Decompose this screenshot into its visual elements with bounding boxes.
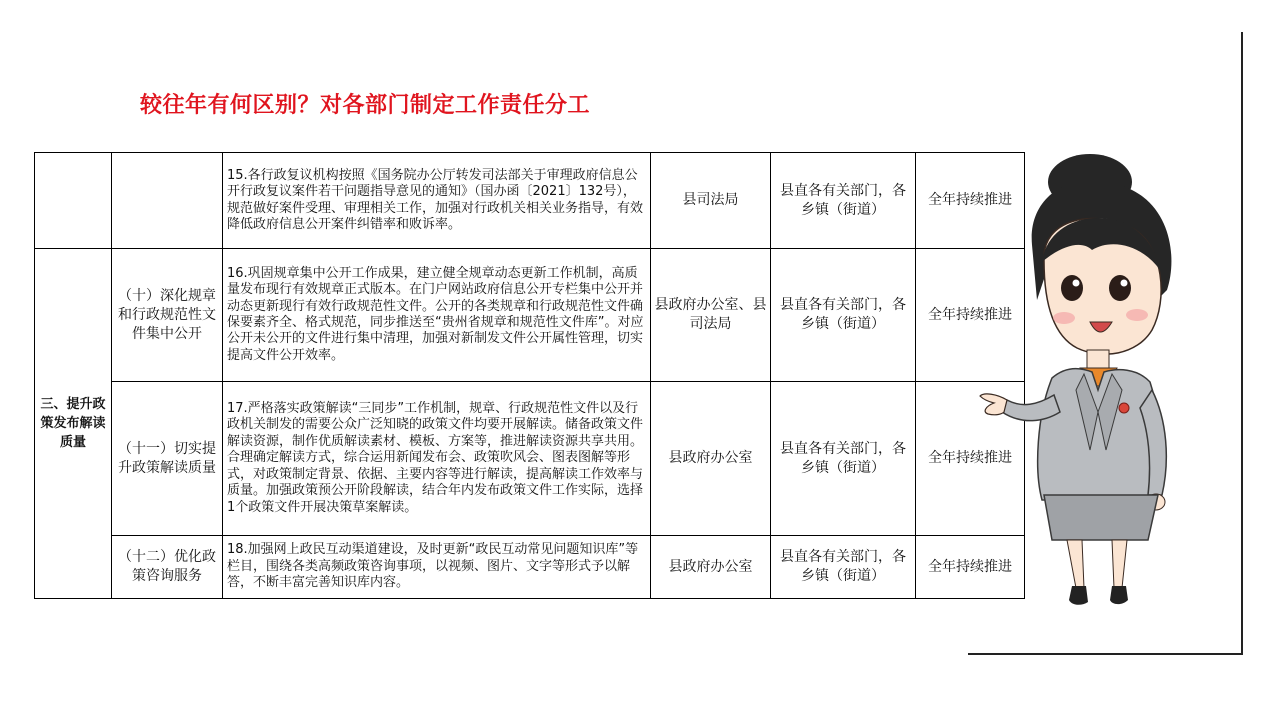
- left-shoe: [1069, 586, 1088, 605]
- description-cell: 18.加强网上政民互动渠道建设，及时更新“政民互动常见问题知识库”等栏目，围绕各类高频政策咨询事项，以视频、图片、文字等形式予以解答，不断丰富完善知识库内容。: [223, 536, 651, 599]
- responsibility-table: [34, 152, 1025, 599]
- suit-jacket: [1038, 369, 1163, 500]
- table-row: [35, 153, 1025, 249]
- cooperating-department-cell: 县直各有关部门，各乡镇（街道）: [771, 536, 916, 599]
- lead-department-cell: 县政府办公室、县司法局: [651, 249, 771, 382]
- right-shoe: [1110, 586, 1128, 604]
- description-cell: 16.巩固规章集中公开工作成果，建立健全规章动态更新工作机制，高质量发布现行有效规章正式版本。在门户网站政府信息公开专栏集中公开并动态更新现行有效行政规范性文件。公开的各类规章和行政规范性文件确保要素齐全、格式规范，同步推送至“贵州省规章和规范性文件库”。对应公开未公开的文件进行集中清理，加强对新制发文件公开属性管理，切实提高文件公开效率。: [223, 249, 651, 382]
- right-eye: [1109, 275, 1131, 301]
- description-cell: 17.严格落实政策解读“三同步”工作机制，规章、行政规范性文件以及行政机关制发的需要公众广泛知晓的政策文件均要开展解读。储备政策文件解读资源，制作优质解读素材、模板、方案等，推进解读资源共享共用。合理确定解读方式，综合运用新闻发布会、政策吹风会、图表图解等形式，对政策制定背景、依据、主要内容等进行解读，提高解读工作效率与质量。加强政策预公开阶段解读，结合年内发布政策文件工作实际，选择1个政策文件开展决策草案解读。: [223, 382, 651, 536]
- right-leg: [1112, 540, 1127, 588]
- left-leg: [1067, 540, 1084, 588]
- frame-right-border: [1241, 32, 1243, 654]
- lead-department-cell: 县司法局: [651, 153, 771, 249]
- subtask-cell: （十）深化规章和行政规范性文件集中公开: [112, 249, 223, 382]
- deadline-cell: 全年持续推进: [916, 153, 1025, 249]
- right-blush: [1126, 309, 1148, 321]
- hand: [980, 394, 1007, 415]
- table-row: [35, 382, 1025, 536]
- lead-department-cell: 县政府办公室: [651, 536, 771, 599]
- cooperating-department-cell: 县直各有关部门，各乡镇（街道）: [771, 249, 916, 382]
- category-cell: [35, 153, 112, 249]
- skirt: [1044, 495, 1158, 540]
- frame-bottom-border: [968, 653, 1243, 655]
- cartoon-presenter-woman-illustration: [972, 150, 1222, 615]
- left-eye: [1061, 275, 1083, 301]
- description-cell: 15.各行政复议机构按照《国务院办公厅转发司法部关于审理政府信息公开行政复议案件若干问题指导意见的通知》（国办函〔2021〕132号），规范做好案件受理、审理相关工作，加强对行政机关相关业务指导，有效降低政府信息公开案件纠错率和败诉率。: [223, 153, 651, 249]
- cooperating-department-cell: 县直各有关部门，各乡镇（街道）: [771, 153, 916, 249]
- page-title: 较往年有何区别？对各部门制定工作责任分工: [140, 93, 591, 118]
- subtask-cell: （十一）切实提升政策解读质量: [112, 382, 223, 536]
- lead-department-cell: 县政府办公室: [651, 382, 771, 536]
- deadline-cell: 全年持续推进: [916, 249, 1025, 382]
- cooperating-department-cell: 县直各有关部门，各乡镇（街道）: [771, 382, 916, 536]
- subtask-cell: （十二）优化政策咨询服务: [112, 536, 223, 599]
- table-row: [35, 536, 1025, 599]
- deadline-cell: 全年持续推进: [916, 536, 1025, 599]
- subtask-cell: [112, 153, 223, 249]
- category-cell: 三、提升政策发布解读质量: [35, 249, 112, 599]
- table-row: [35, 249, 1025, 382]
- left-blush: [1053, 312, 1075, 324]
- deadline-cell: 全年持续推进: [916, 382, 1025, 536]
- raised-arm: [1002, 395, 1060, 421]
- badge-icon: [1119, 403, 1129, 413]
